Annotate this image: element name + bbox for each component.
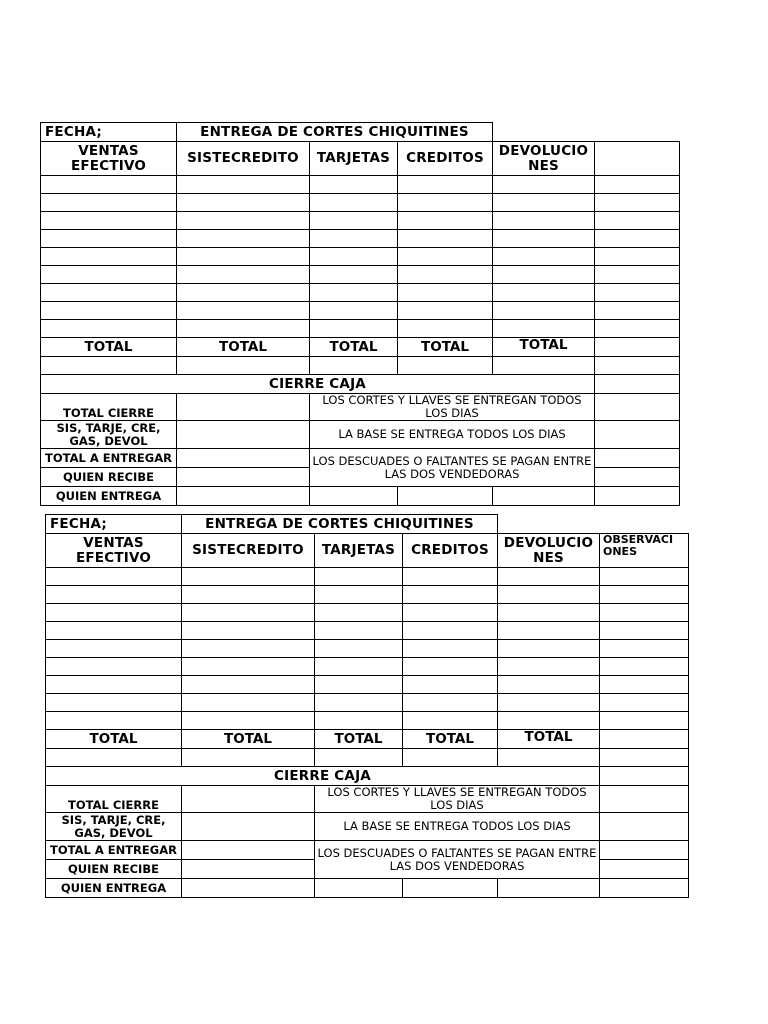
entry-cell[interactable] bbox=[177, 194, 310, 212]
total-label: TOTAL bbox=[177, 338, 310, 357]
total-value-cell[interactable] bbox=[177, 357, 310, 375]
entry-cell[interactable] bbox=[398, 230, 493, 248]
total-cierre-label: TOTAL CIERRE bbox=[46, 786, 182, 813]
entry-cell[interactable] bbox=[493, 266, 595, 284]
entry-row bbox=[46, 640, 689, 658]
entry-cell[interactable] bbox=[595, 230, 680, 248]
entry-cell[interactable] bbox=[595, 284, 680, 302]
entry-cell[interactable] bbox=[493, 302, 595, 320]
header-devoluciones: DEVOLUCIO NES bbox=[498, 534, 600, 568]
entry-cell[interactable] bbox=[310, 194, 398, 212]
total-label: TOTAL bbox=[46, 730, 182, 749]
total-a-entregar-input[interactable] bbox=[182, 841, 315, 860]
entry-cell[interactable] bbox=[403, 712, 498, 730]
total-label: TOTAL bbox=[310, 338, 398, 357]
header-tarjetas: TARJETAS bbox=[310, 142, 398, 176]
entry-cell[interactable] bbox=[182, 640, 315, 658]
entry-cell[interactable] bbox=[41, 194, 177, 212]
entry-cell[interactable] bbox=[315, 712, 403, 730]
entry-row bbox=[41, 284, 680, 302]
entry-cell[interactable] bbox=[310, 284, 398, 302]
entry-cell[interactable] bbox=[403, 604, 498, 622]
entry-cell[interactable] bbox=[600, 658, 689, 676]
entry-cell[interactable] bbox=[46, 586, 182, 604]
entry-cell[interactable] bbox=[600, 676, 689, 694]
entry-cell[interactable] bbox=[41, 302, 177, 320]
total-a-entregar-label: TOTAL A ENTREGAR bbox=[46, 841, 182, 860]
header-creditos: CREDITOS bbox=[403, 534, 498, 568]
entry-cell[interactable] bbox=[595, 212, 680, 230]
entry-cell[interactable] bbox=[177, 176, 310, 194]
entry-cell[interactable] bbox=[595, 194, 680, 212]
entry-cell[interactable] bbox=[315, 622, 403, 640]
total-label: TOTAL bbox=[315, 730, 403, 749]
entry-cell[interactable] bbox=[498, 604, 600, 622]
entry-cell[interactable] bbox=[315, 604, 403, 622]
entry-cell[interactable] bbox=[493, 230, 595, 248]
entry-cell[interactable] bbox=[177, 230, 310, 248]
entry-cell[interactable] bbox=[310, 320, 398, 338]
entry-cell[interactable] bbox=[315, 676, 403, 694]
entry-cell[interactable] bbox=[493, 320, 595, 338]
note-base: LA BASE SE ENTREGA TODOS LOS DIAS bbox=[315, 813, 600, 841]
entry-row bbox=[46, 658, 689, 676]
note-cortes-llaves: LOS CORTES Y LLAVES SE ENTREGAN TODOS LOS DIAS bbox=[315, 786, 600, 813]
entry-cell[interactable] bbox=[398, 176, 493, 194]
entry-cell[interactable] bbox=[600, 622, 689, 640]
entry-cell[interactable] bbox=[600, 586, 689, 604]
entry-cell[interactable] bbox=[498, 658, 600, 676]
entry-cell[interactable] bbox=[398, 194, 493, 212]
entry-row bbox=[46, 568, 689, 586]
entry-cell[interactable] bbox=[177, 302, 310, 320]
sis-tarje-label: SIS, TARJE, CRE, GAS, DEVOL bbox=[46, 813, 182, 841]
entry-cell[interactable] bbox=[498, 712, 600, 730]
cierre-caja-label: CIERRE CAJA bbox=[41, 375, 595, 394]
entry-row bbox=[46, 694, 689, 712]
entry-cell[interactable] bbox=[310, 248, 398, 266]
header-tarjetas: TARJETAS bbox=[315, 534, 403, 568]
entry-cell[interactable] bbox=[403, 640, 498, 658]
entry-cell[interactable] bbox=[182, 712, 315, 730]
entry-cell[interactable] bbox=[41, 212, 177, 230]
entry-cell[interactable] bbox=[310, 266, 398, 284]
entry-cell[interactable] bbox=[595, 320, 680, 338]
entry-cell[interactable] bbox=[46, 568, 182, 586]
entry-cell[interactable] bbox=[46, 658, 182, 676]
entry-cell[interactable] bbox=[41, 284, 177, 302]
entry-cell[interactable] bbox=[315, 640, 403, 658]
entry-cell[interactable] bbox=[398, 212, 493, 230]
form-table bbox=[45, 514, 689, 898]
entry-cell[interactable] bbox=[493, 176, 595, 194]
entry-cell[interactable] bbox=[41, 230, 177, 248]
total-value-cell[interactable] bbox=[46, 749, 182, 767]
total-value-cell[interactable] bbox=[398, 357, 493, 375]
entry-cell[interactable] bbox=[315, 586, 403, 604]
entry-cell[interactable] bbox=[182, 694, 315, 712]
entry-cell[interactable] bbox=[493, 248, 595, 266]
entry-cell[interactable] bbox=[177, 248, 310, 266]
entry-cell[interactable] bbox=[398, 284, 493, 302]
entry-cell[interactable] bbox=[498, 622, 600, 640]
entry-row bbox=[41, 302, 680, 320]
entry-row bbox=[41, 320, 680, 338]
entry-cell[interactable] bbox=[493, 212, 595, 230]
quien-entrega-input[interactable] bbox=[182, 879, 315, 898]
total-label: TOTAL bbox=[493, 338, 595, 357]
entry-row bbox=[46, 676, 689, 694]
entry-rows[interactable] bbox=[41, 176, 680, 338]
entry-cell[interactable] bbox=[398, 266, 493, 284]
total-value-cell[interactable] bbox=[595, 357, 680, 375]
total-cell[interactable] bbox=[595, 338, 680, 357]
entry-cell[interactable] bbox=[182, 604, 315, 622]
entry-cell[interactable] bbox=[498, 676, 600, 694]
quien-entrega-label: QUIEN ENTREGA bbox=[46, 879, 182, 898]
total-value-cell[interactable] bbox=[310, 357, 398, 375]
entry-cell[interactable] bbox=[46, 604, 182, 622]
total-cierre-label: TOTAL CIERRE bbox=[41, 394, 177, 421]
form-table bbox=[40, 122, 680, 506]
entry-row bbox=[41, 248, 680, 266]
entry-row bbox=[41, 230, 680, 248]
entry-cell[interactable] bbox=[41, 176, 177, 194]
total-label: TOTAL bbox=[182, 730, 315, 749]
total-value-cell[interactable] bbox=[498, 749, 600, 767]
entry-cell[interactable] bbox=[310, 212, 398, 230]
entry-cell[interactable] bbox=[595, 176, 680, 194]
total-value-cell[interactable] bbox=[182, 749, 315, 767]
entry-cell[interactable] bbox=[600, 640, 689, 658]
header-sistecredito: SISTECREDITO bbox=[177, 142, 310, 176]
entry-cell[interactable] bbox=[182, 622, 315, 640]
header-ventas-efectivo: VENTAS EFECTIVO bbox=[41, 142, 177, 176]
entry-cell[interactable] bbox=[403, 586, 498, 604]
entry-cell[interactable] bbox=[310, 230, 398, 248]
form-title: ENTREGA DE CORTES CHIQUITINES bbox=[182, 515, 498, 534]
note-base: LA BASE SE ENTREGA TODOS LOS DIAS bbox=[310, 421, 595, 449]
quien-entrega-input[interactable] bbox=[177, 487, 310, 506]
quien-recibe-input[interactable] bbox=[177, 468, 310, 487]
header-ventas-efectivo: VENTAS EFECTIVO bbox=[46, 534, 182, 568]
entry-rows[interactable] bbox=[46, 568, 689, 730]
entry-cell[interactable] bbox=[595, 248, 680, 266]
entry-cell[interactable] bbox=[315, 658, 403, 676]
total-cell[interactable] bbox=[600, 730, 689, 749]
entry-cell[interactable] bbox=[177, 266, 310, 284]
entry-cell[interactable] bbox=[41, 320, 177, 338]
entry-cell[interactable] bbox=[403, 658, 498, 676]
entry-row bbox=[41, 266, 680, 284]
entry-cell[interactable] bbox=[595, 266, 680, 284]
entry-cell[interactable] bbox=[398, 248, 493, 266]
entry-row bbox=[46, 712, 689, 730]
header-observaciones: OBSERVACI ONES bbox=[600, 534, 689, 568]
entry-cell[interactable] bbox=[41, 248, 177, 266]
cash-register-form-2 bbox=[45, 514, 689, 898]
entry-cell[interactable] bbox=[595, 302, 680, 320]
entry-row bbox=[46, 586, 689, 604]
quien-entrega-label: QUIEN ENTREGA bbox=[41, 487, 177, 506]
entry-cell[interactable] bbox=[315, 694, 403, 712]
entry-cell[interactable] bbox=[177, 320, 310, 338]
entry-row bbox=[41, 212, 680, 230]
header-devoluciones: DEVOLUCIO NES bbox=[493, 142, 595, 176]
entry-cell[interactable] bbox=[403, 622, 498, 640]
entry-cell[interactable] bbox=[600, 568, 689, 586]
entry-cell[interactable] bbox=[403, 568, 498, 586]
entry-cell[interactable] bbox=[315, 568, 403, 586]
entry-cell[interactable] bbox=[177, 212, 310, 230]
cierre-caja-label: CIERRE CAJA bbox=[46, 767, 600, 786]
entry-cell[interactable] bbox=[398, 320, 493, 338]
header-sistecredito: SISTECREDITO bbox=[182, 534, 315, 568]
entry-cell[interactable] bbox=[498, 640, 600, 658]
sis-tarje-input[interactable] bbox=[177, 421, 310, 449]
entry-cell[interactable] bbox=[600, 694, 689, 712]
entry-cell[interactable] bbox=[182, 676, 315, 694]
note-descuadres: LOS DESCUADES O FALTANTES SE PAGAN ENTRE LAS DOS VENDEDORAS bbox=[310, 449, 595, 487]
total-cierre-input[interactable] bbox=[182, 786, 315, 813]
total-a-entregar-label: TOTAL A ENTREGAR bbox=[41, 449, 177, 468]
entry-cell[interactable] bbox=[177, 284, 310, 302]
entry-cell[interactable] bbox=[310, 302, 398, 320]
note-cortes-llaves: LOS CORTES Y LLAVES SE ENTREGAN TODOS LOS DIAS bbox=[310, 394, 595, 421]
total-a-entregar-input[interactable] bbox=[177, 449, 310, 468]
total-cierre-input[interactable] bbox=[177, 394, 310, 421]
entry-cell[interactable] bbox=[398, 302, 493, 320]
cash-register-form-1 bbox=[40, 122, 680, 506]
sis-tarje-label: SIS, TARJE, CRE, GAS, DEVOL bbox=[41, 421, 177, 449]
fecha-label: FECHA; bbox=[41, 123, 177, 142]
total-label: TOTAL bbox=[498, 730, 600, 749]
total-value-cell[interactable] bbox=[493, 357, 595, 375]
entry-cell[interactable] bbox=[46, 694, 182, 712]
entry-row bbox=[46, 622, 689, 640]
entry-cell[interactable] bbox=[41, 266, 177, 284]
entry-cell[interactable] bbox=[493, 284, 595, 302]
form-title: ENTREGA DE CORTES CHIQUITINES bbox=[177, 123, 493, 142]
entry-cell[interactable] bbox=[182, 568, 315, 586]
entry-cell[interactable] bbox=[403, 694, 498, 712]
entry-cell[interactable] bbox=[498, 568, 600, 586]
header-creditos: CREDITOS bbox=[398, 142, 493, 176]
sis-tarje-input[interactable] bbox=[182, 813, 315, 841]
entry-cell[interactable] bbox=[46, 712, 182, 730]
entry-cell[interactable] bbox=[46, 640, 182, 658]
total-value-cell[interactable] bbox=[41, 357, 177, 375]
entry-cell[interactable] bbox=[182, 658, 315, 676]
entry-row bbox=[46, 604, 689, 622]
entry-cell[interactable] bbox=[498, 694, 600, 712]
entry-cell[interactable] bbox=[498, 586, 600, 604]
entry-cell[interactable] bbox=[310, 176, 398, 194]
total-value-cell[interactable] bbox=[600, 749, 689, 767]
total-value-cell[interactable] bbox=[315, 749, 403, 767]
entry-cell[interactable] bbox=[403, 676, 498, 694]
entry-row bbox=[41, 194, 680, 212]
entry-cell[interactable] bbox=[182, 586, 315, 604]
entry-cell[interactable] bbox=[46, 676, 182, 694]
total-label: TOTAL bbox=[403, 730, 498, 749]
quien-recibe-input[interactable] bbox=[182, 860, 315, 879]
entry-cell[interactable] bbox=[600, 712, 689, 730]
entry-cell[interactable] bbox=[46, 622, 182, 640]
quien-recibe-label: QUIEN RECIBE bbox=[46, 860, 182, 879]
entry-row bbox=[41, 176, 680, 194]
note-descuadres: LOS DESCUADES O FALTANTES SE PAGAN ENTRE LAS DOS VENDEDORAS bbox=[315, 841, 600, 879]
fecha-label: FECHA; bbox=[46, 515, 182, 534]
total-label: TOTAL bbox=[41, 338, 177, 357]
entry-cell[interactable] bbox=[600, 604, 689, 622]
quien-recibe-label: QUIEN RECIBE bbox=[41, 468, 177, 487]
entry-cell[interactable] bbox=[493, 194, 595, 212]
total-value-cell[interactable] bbox=[403, 749, 498, 767]
total-label: TOTAL bbox=[398, 338, 493, 357]
header-extra bbox=[595, 142, 680, 176]
